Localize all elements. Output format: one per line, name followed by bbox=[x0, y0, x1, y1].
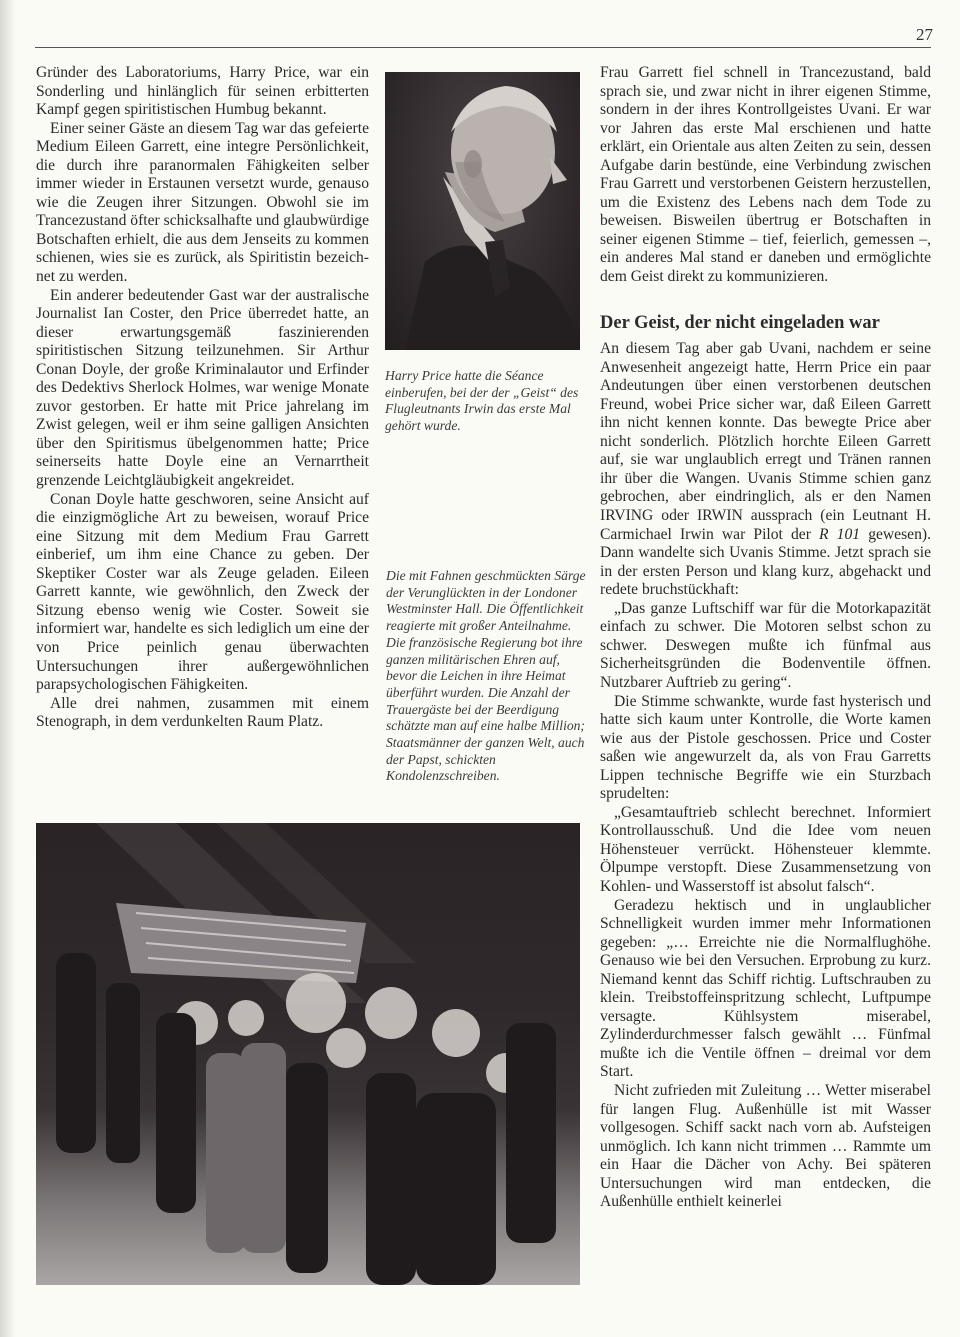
paragraph: Die Stimme schwankte, wurde fast hysterisch und hatte sich kaum unter Kontrolle, die Worte kamen wie aus der Pistole geschossen. Price und Coster saßen wie angewurzelt da, als von Frau Garretts Lippen technische Begriffe wie ein Sturzbach sprudelten: bbox=[600, 692, 931, 803]
paragraph-text: An diesem Tag aber gab Uvani, nachdem er seine Anwesenheit angezeigt hatte, Herrn Price ein paar Andeutungen über einen verstorbenen deutschen Freund, wobei Price sicher war, daß Eileen Garrett ihn nicht kennen konnte. Das bewegte Price aber nicht sonderlich. Plötzlich horchte Eileen Garrett auf, sie war unglaublich erregt und Tränen rannen ihr über die Wangen. Uvanis Stimme schien ganz gebrochen, aber eindringlich, als er den Namen IRVING oder IRWIN aussprach (ein Leutnant H. Carmichael Irwin war Pilot der bbox=[600, 340, 931, 543]
quote-paragraph: „Das ganze Luftschiff war für die Motorkapazität einfach zu schwer. Die Motoren selbst schon zu schwer. Deswegen mußte ich fünfmal aus Sicherheitsgründen die Bodenventile öffnen. Nutzbarer Auftrieb zu gering“. bbox=[600, 599, 931, 691]
paragraph: Gründer des Laboratoriums, Harry Price, war ein Sonderling und hinlänglich für seinen erbitterten Kampf gegen spiritistischen Humbug bekannt. bbox=[36, 64, 369, 119]
left-text-column bbox=[36, 64, 369, 732]
page-number: 27 bbox=[916, 25, 933, 44]
quote-paragraph: „Gesamtauftrieb schlecht berechnet. Informiert Kontrollausschuß. Und die Idee vom neuen Höhensteuer verrückt. Höhensteuer klemmte. Ölpumpe verstopft. Diese Zusammensetzung von Kohlen- und Wasserstoff ist absolut falsch“. bbox=[600, 803, 931, 895]
header-rule bbox=[35, 47, 931, 48]
portrait-caption: Harry Price hatte die Séance einberufen, bei der der „Geist“ des Flugleutnants Irwin das erste Mal gehört wurde. bbox=[385, 368, 579, 434]
hall-illustration bbox=[36, 823, 580, 1285]
right-text-column bbox=[600, 64, 931, 1212]
paragraph: Einer seiner Gäste an diesem Tag war das gefeierte Medium Eileen Garrett, eine integre Persönlichkeit, die durch ihre paranormalen Fähigkeiten selber immer wieder in Erstaunen versetzt wurde, genauso wie die Zeugen ihrer Sitzungen. Obwohl sie im Trancezustand öfter schicksalhafte und glaubwürdige Botschaften erhielt, die aus dem Jenseits zu kommen schienen, wies sie es zurück, als Spiritistin bezeichnet zu werden. bbox=[36, 119, 369, 286]
airship-name: R 101 bbox=[819, 525, 861, 543]
paragraph: Alle drei nahmen, zusammen mit einem Stenograph, in dem verdunkelten Raum Platz. bbox=[36, 694, 369, 731]
paragraph bbox=[600, 340, 931, 600]
paragraph: Ein anderer bedeutender Gast war der australische Journalist Ian Coster, den Price überredet hatte, an dieser erwartungsgemäß faszinierenden spiritistischen Sitzung teilzunehmen. Sir Arthur Conan Doyle, der große Kriminalautor und Erfinder des Dedektivs Sherlock Holmes, war wenige Monate zuvor gestorben. Er hatte mit Price jahrelang im Zwist gelegen, weil er ihm seine galligen Ansichten über den Spiritismus übelgenommen hatte; Price seinerseits hatte Doyle eine an Vernarrtheit grenzende Leichtgläubigkeit angekreidet. bbox=[36, 286, 369, 490]
portrait-illustration bbox=[385, 72, 580, 350]
page-binding-shadow bbox=[0, 0, 14, 1337]
westminster-hall-coffins-photo bbox=[36, 823, 580, 1285]
paragraph: Frau Garrett fiel schnell in Trancezustand, bald sprach sie, und zwar nicht in ihrer eigenen Stimme, sondern in der ihres Kontrollgeistes Uvani. Er war vor Jahren das erste Mal erschienen und hatte erklärt, ein Orientale aus alten Zeiten zu sein, dessen Aufgabe darin bestünde, eine Verbindung zwischen Frau Garrett und verstorbenen Geistern herzustellen, um die Existenz des Lebens nach dem Tode zu beweisen. Bisweilen übertrug er Botschaften in seiner eigenen Stimme – tief, feierlich, gemessen –, ein anderes Mal stand er daneben und ermöglichte dem Geist direkt zu kommunizieren. bbox=[600, 64, 931, 286]
paragraph: Conan Doyle hatte geschworen, seine Ansicht auf die einzigmögliche Art zu beweisen, worauf Price eine Sitzung mit dem Medium Frau Garrett einberief, um ihm eine Chance zu geben. Der Skeptiker Coster war als Zeuge geladen. Eileen Garrett kannte, wie gewöhnlich, den Zweck der Sitzung ebenso wenig wie Coster. Soweit sie informiert war, handelte es sich lediglich um eine der von Price peinlich genau überwachten Untersuchungen ihrer außergewöhnlichen parapsychologischen Fähigkeiten. bbox=[36, 490, 369, 694]
paragraph: Geradezu hektisch und in unglaublicher Schnelligkeit wurden immer mehr Informationen gegeben: „… Erreichte nie die Normalflughöhe. Genauso wie bei den Versuchen. Erprobung zu kurz. Niemand kennt das Schiff richtig. Luftschrauben zu klein. Treibstoffeinspritzung schlecht, Luftpumpe versagte. Kühlsystem miserabel, Zylinderdurchmesser falsch gewählt … Fünfmal mußte ich die Ventile öffnen – dreimal vor dem Start. bbox=[600, 896, 931, 1081]
section-heading: Der Geist, der nicht eingeladen war bbox=[600, 312, 880, 333]
paragraph-text: gewesen). Dann wandelte sich Uvanis Stimme. Jetzt sprach sie in der ersten Person und klang kurz, abgehackt und redete bruchstückhaft: bbox=[600, 525, 931, 599]
harry-price-portrait-photo bbox=[385, 72, 580, 350]
paragraph: Nicht zufrieden mit Zuleitung … Wetter miserabel für langen Flug. Außenhülle ist mit Wasser vollgesogen. Schiff sackt nach vorn ab. Aufsteigen unmöglich. Ich kann nicht trimmen … Rammte um ein Haar die Dächer von Achy. Bei späteren Untersuchungen wird man entdecken, die Außenhülle enthielt keinerlei bbox=[600, 1081, 931, 1211]
hall-photo-caption: Die mit Fahnen geschmückten Särge der Verunglückten in der Londoner Westminster Hall. Die Öffentlichkeit reagierte mit großer Anteilnahme. Die französische Regierung bot ihre ganzen militärischen Ehren auf, bevor die Leichen in ihre Heimat überführt wurden. Die Anzahl der Trauergäste bei der Beerdigung schätzte man auf eine halbe Million; Staatsmänner der ganzen Welt, auch der Papst, schickten Kondolenzschreiben. bbox=[386, 568, 586, 784]
